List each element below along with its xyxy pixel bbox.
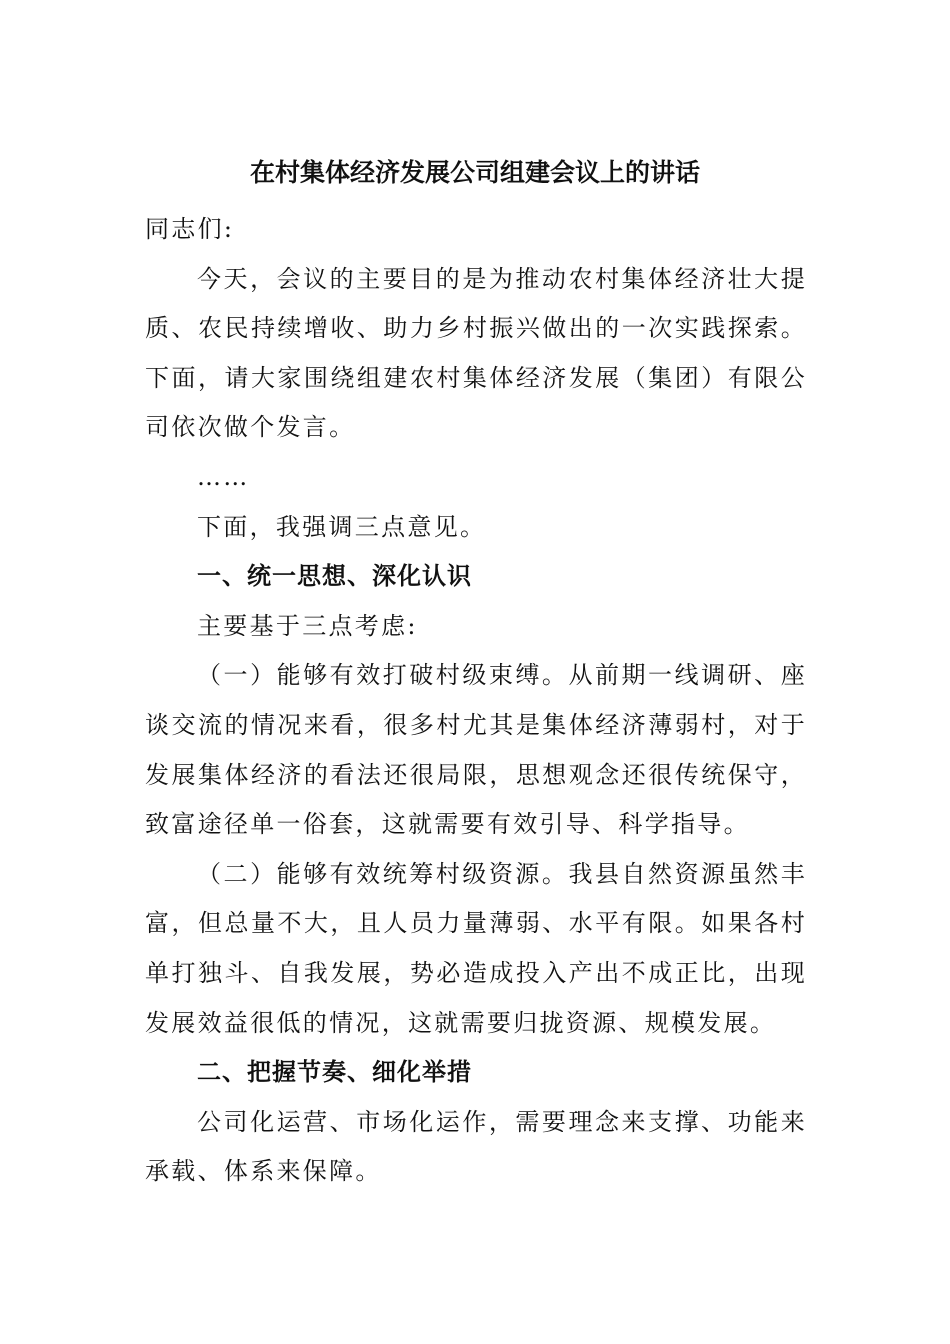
emphasis-paragraph: 下面，我强调三点意见。: [197, 512, 487, 541]
section-heading-1: 一、统一思想、深化认识: [197, 562, 472, 591]
point-1-paragraph: （一）能够有效打破村级束缚。从前期一线调研、座谈交流的情况来看，很多村尤其是集体经济薄弱村，对于发展集体经济的看法还很局限，思想观念还很传统保守，致富途径单一俗套，这就需要有效引导、科学指导。: [145, 661, 807, 839]
speech-body: [145, 205, 807, 1197]
ellipsis-paragraph: ……: [197, 462, 250, 491]
point-2-paragraph: （二）能够有效统筹村级资源。我县自然资源虽然丰富，但总量不大，且人员力量薄弱、水平有限。如果各村单打独斗、自我发展，势必造成投入产出不成正比，出现发展效益很低的情况，这就需要归拢资源、规模发展。: [145, 859, 807, 1037]
considerations-paragraph: 主要基于三点考虑:: [197, 611, 418, 640]
page-title: 在村集体经济发展公司组建会议上的讲话: [249, 158, 700, 187]
operations-paragraph: 公司化运营、市场化运作，需要理念来支撑、功能来承载、体系来保障。: [145, 1107, 807, 1186]
intro-paragraph: 今天，会议的主要目的是为推动农村集体经济壮大提质、农民持续增收、助力乡村振兴做出的一次实践探索。下面，请大家围绕组建农村集体经济发展（集团）有限公司依次做个发言。: [145, 264, 807, 442]
salutation: 同志们:: [145, 215, 235, 243]
section-heading-2: 二、把握节奏、细化举措: [197, 1058, 472, 1087]
